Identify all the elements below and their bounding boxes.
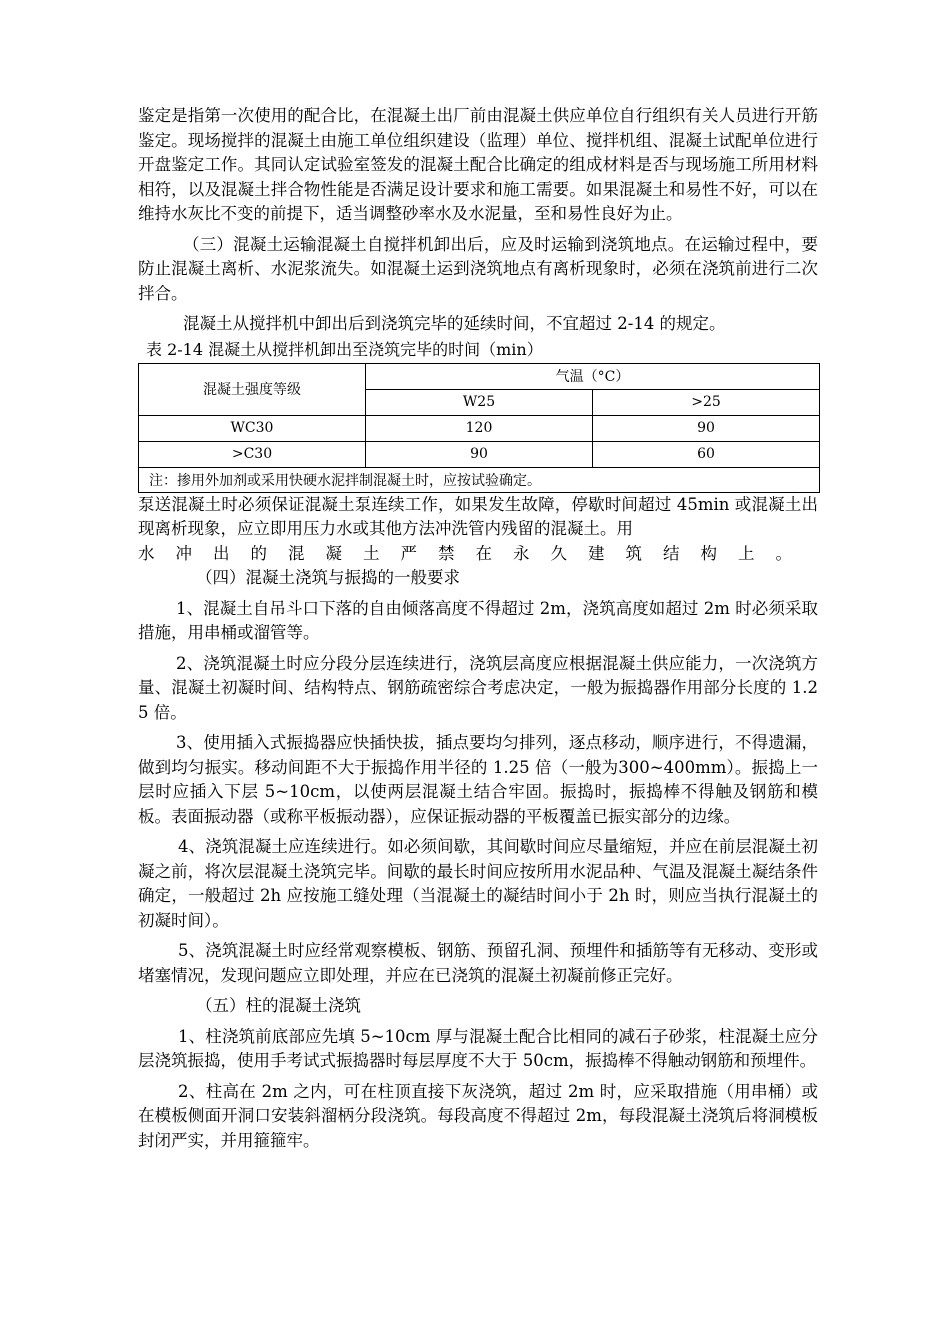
section-5-item-2: 2、柱高在 2m 之内，可在柱顶直接下灰浇筑，超过 2m 时，应采取措施（用串桶）或在模板侧面开洞口安装斜溜柄分段浇筑。每段高度不得超过 2m，每段混凝土浇筑后将洞模板封闭严实，并用箍箍牢。 xyxy=(138,1081,818,1150)
row-low: 90 xyxy=(366,441,593,467)
section-4-item-2: 2、浇筑混凝土时应分段分层连续进行，浇筑层高度应根据混凝土供应能力，一次浇筑方量、混凝土初凝时间、结构特点、钢筋疏密综合考虑决定，一般为振捣器作用部分长度的 1.25 倍。 xyxy=(138,653,818,722)
table-note: 注：掺用外加剂或采用快硬水泥拌制混凝土时，应按试验确定。 xyxy=(139,467,820,492)
table-note-row xyxy=(139,467,820,492)
table-row xyxy=(139,415,820,441)
section-5-item-1: 1、柱浇筑前底部应先填 5~10cm 厚与混凝土配合比相同的减石子砂浆，柱混凝土应分层浇筑振捣，使用手考试式振捣器时每层厚度不大于 50cm，振捣棒不得触动钢筋和预埋件。 xyxy=(138,1026,818,1070)
row-high: 90 xyxy=(593,415,820,441)
section-4-item-3: 3、使用插入式振捣器应快插快拔，插点要均匀排列，逐点移动，顺序进行，不得遗漏，做到均匀振实。移动间距不大于振捣作用半径的 1.25 倍（一般为300~400mm）。振捣上一层时应插入下层 5~10cm，以使两层混凝土结合牢固。振捣时，振捣棒不得触及钢筋和模板。表面振动器（或称平板振动器），应保证振动器的平板覆盖已振实部分的边缘。 xyxy=(138,733,818,826)
row-grade: >C30 xyxy=(139,441,366,467)
paragraph-time-limit: 混凝土从搅拌机中卸出后到浇筑完毕的延续时间，不宜超过 2-14 的规定。 xyxy=(183,314,726,333)
section-4-item-1: 1、混凝土自吊斗口下落的自由倾落高度不得超过 2m，浇筑高度如超过 2m 时必须采取措施，用串桶或溜管等。 xyxy=(138,598,818,642)
table-row xyxy=(139,441,820,467)
row-low: 120 xyxy=(366,415,593,441)
row-grade: WC30 xyxy=(139,415,366,441)
header-temp-low: W25 xyxy=(366,389,593,415)
paragraph-pump: 泵送混凝土时必须保证混凝土泵连续工作，如果发生故障，停歇时间超过 45min 或混凝土出现离析现象，应立即用压力水或其他方法冲洗管内残留的混凝土。用 xyxy=(138,494,818,538)
table-header-row xyxy=(139,363,820,389)
row-high: 60 xyxy=(593,441,820,467)
section-4-item-4: 4、浇筑混凝土应连续进行。如必须间歇，其间歇时间应尽量缩短，并应在前层混凝土初凝之前，将次层混凝土浇筑完毕。间歇的最长时间应按所用水泥品种、气温及混凝土凝结条件确定，一般超过 2h 应按施工缝处理（当混凝土的凝结时间小于 2h 时，则应当执行混凝土的初凝时间）。 xyxy=(138,837,818,930)
discharge-time-table xyxy=(138,363,820,493)
header-temp-high: >25 xyxy=(593,389,820,415)
header-strength-grade: 混凝土强度等级 xyxy=(139,363,366,415)
paragraph-mix-appraisal: 鉴定是指第一次使用的配合比，在混凝土出厂前由混凝土供应单位自行组织有关人员进行开筋鉴定。现场搅拌的混凝土由施工单位组织建设（监理）单位、搅拌机组、混凝土试配单位进行开盘鉴定工作。其同认定试验室签发的混凝土配合比确定的组成材料是否与现场施工所用材料相符，以及混凝土拌合物性能是否满足设计要求和施工需要。如果混凝土和易性不好，可以在维持水灰比不变的前提下，适当调整砂率水及水泥量，至和易性良好为止。 xyxy=(138,106,818,223)
table-caption: 表 2-14 混凝土从搅拌机卸出至浇筑完毕的时间（min） xyxy=(146,339,543,359)
document-page xyxy=(138,104,818,1153)
header-temperature: 气温（°C） xyxy=(366,363,820,389)
section-4-title: （四）混凝土浇筑与振捣的一般要求 xyxy=(196,568,460,587)
paragraph-transport: （三）混凝土运输混凝土自搅拌机卸出后，应及时运输到浇筑地点。在运输过程中，要防止混凝土离析、水泥浆流失。如混凝土运到浇筑地点有离析现象时，必须在浇筑前进行二次拌合。 xyxy=(138,234,818,303)
paragraph-pump-end: 水冲出的混凝土严禁在永久建筑结构上。 xyxy=(138,543,813,563)
section-4-item-5: 5、浇筑混凝土时应经常观察模板、钢筋、预留孔洞、预埋件和插筋等有无移动、变形或堵塞情况，发现问题应立即处理，并应在已浇筑的混凝土初凝前修正完好。 xyxy=(138,941,818,985)
section-5-title: （五）柱的混凝土浇筑 xyxy=(196,996,361,1015)
